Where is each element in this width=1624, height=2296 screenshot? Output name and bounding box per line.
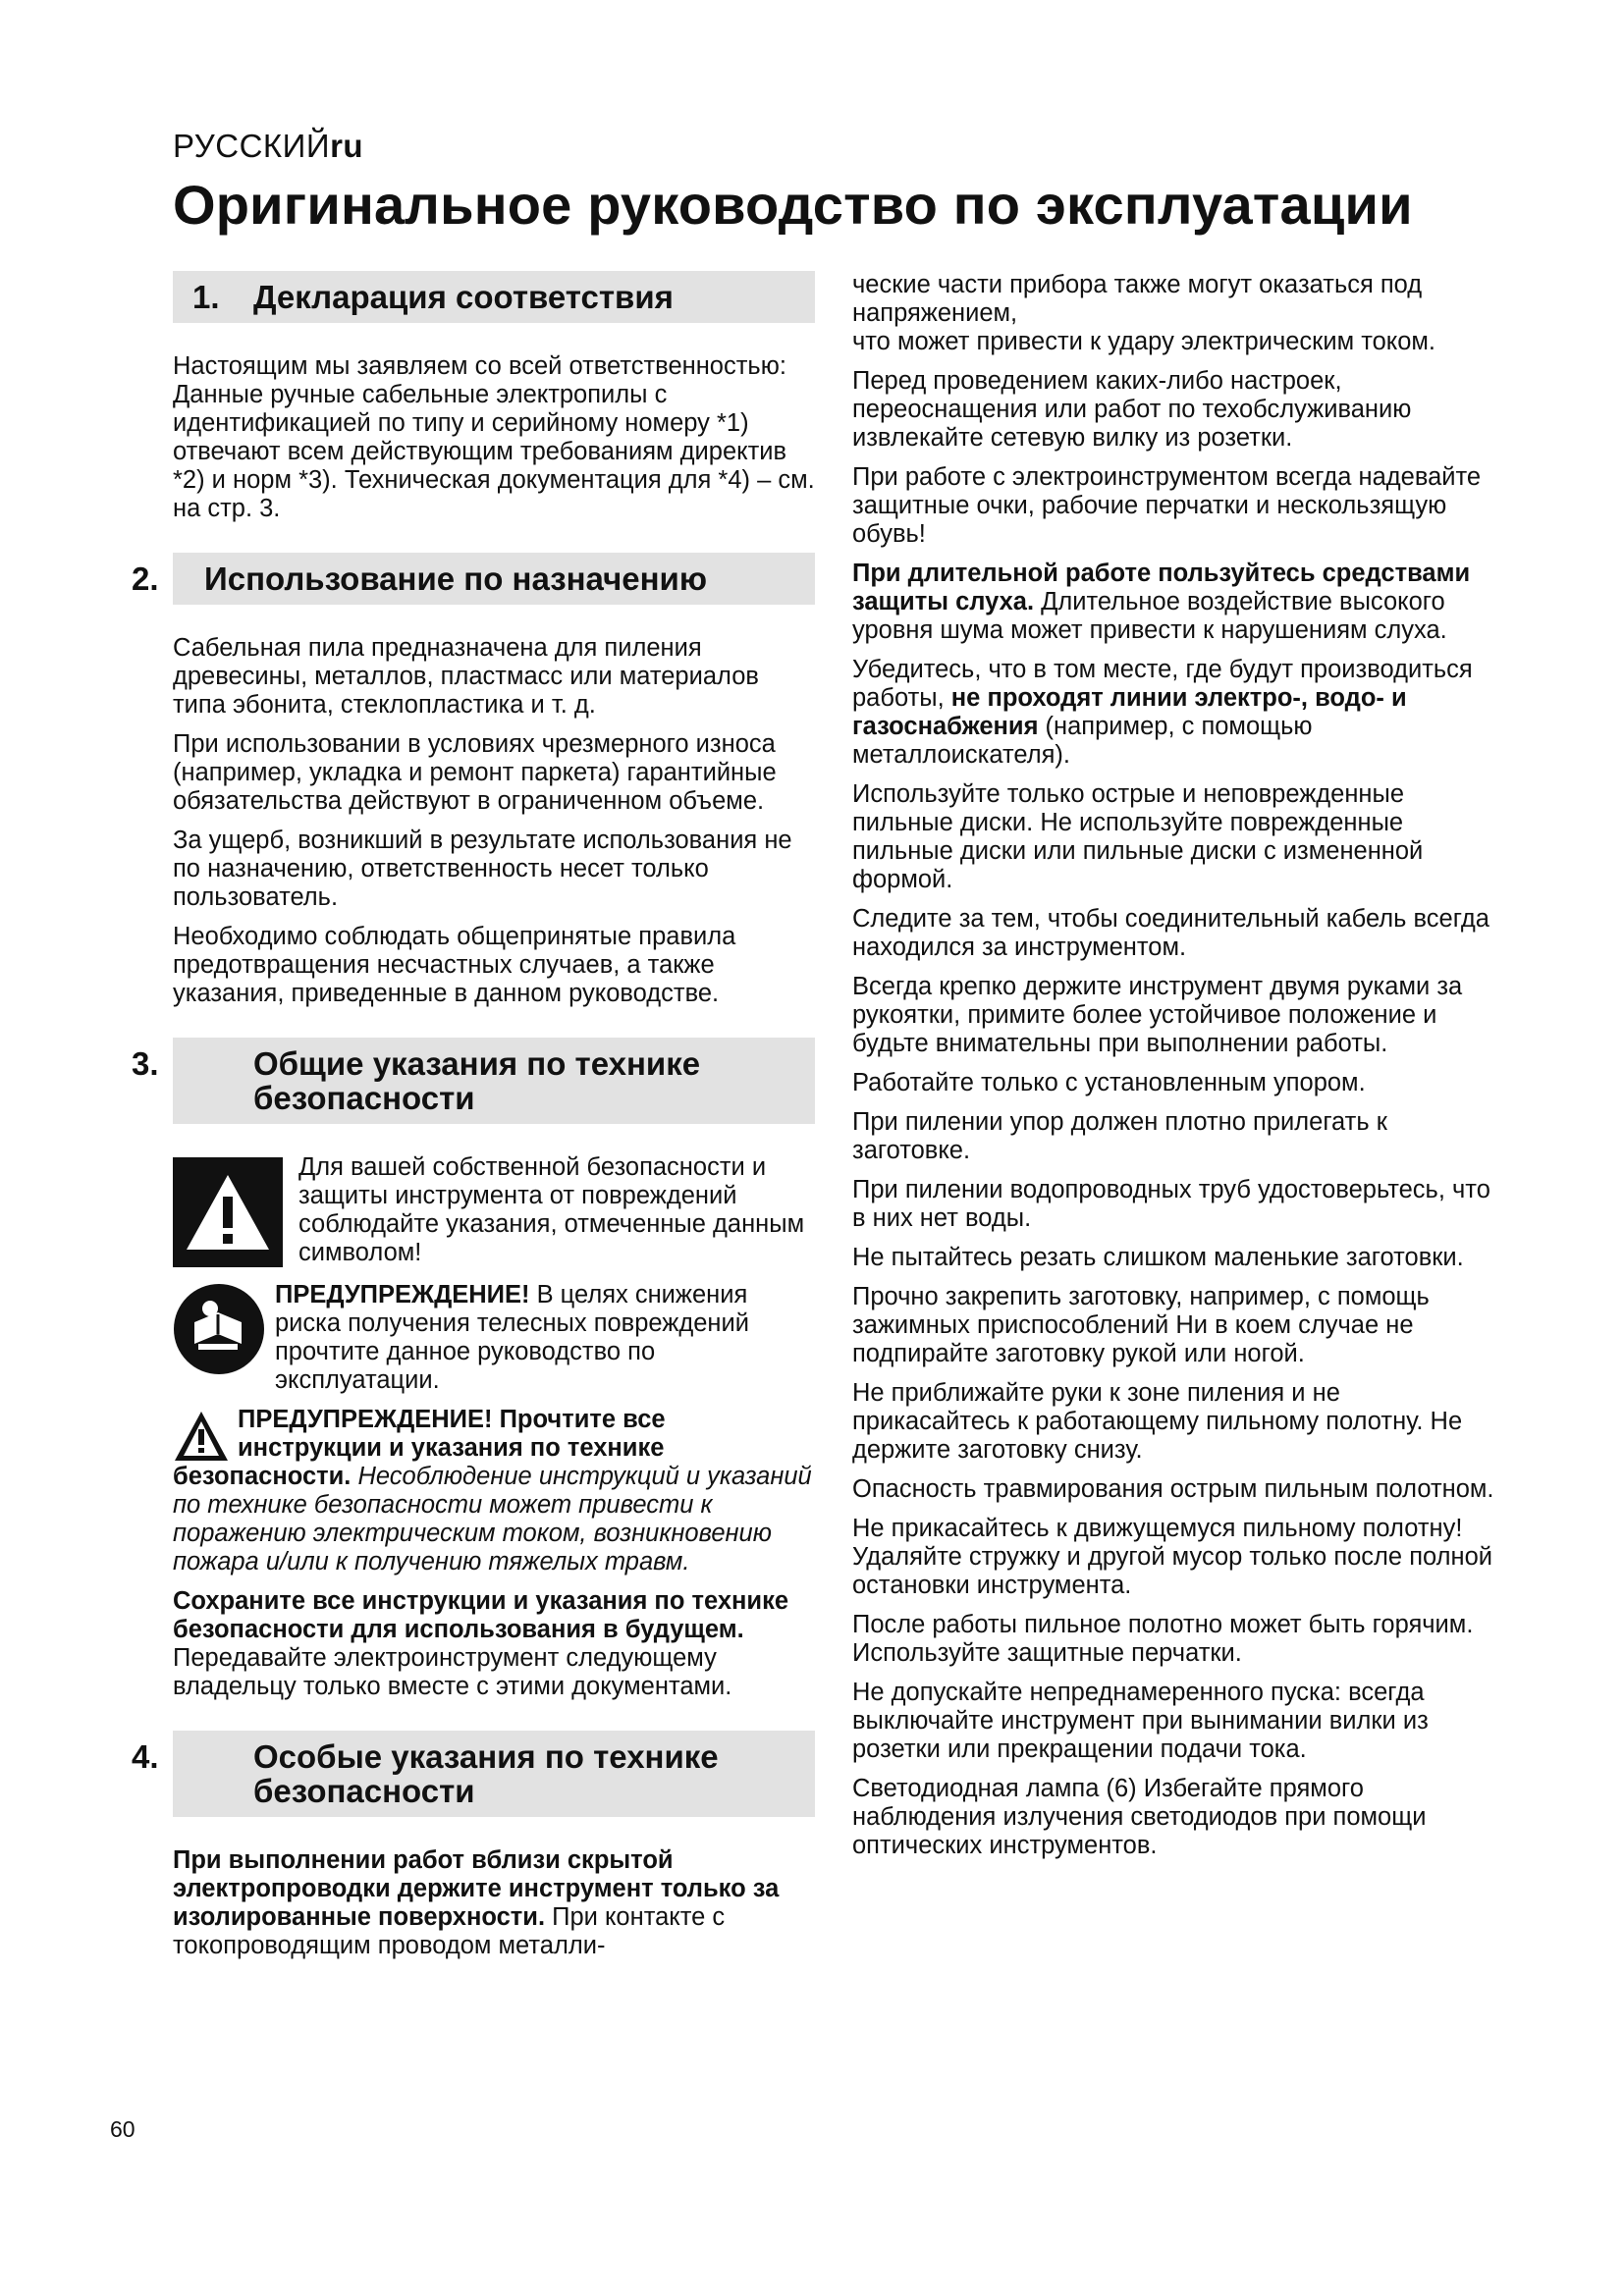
- right-p1: ческие части прибора также могут оказаться под напряжением,: [852, 271, 1423, 327]
- safety-symbol-text: Для вашей собственной безопасности и защиты инструмента от повреждений соблюдайте указания, отмеченные данным символом!: [298, 1153, 805, 1266]
- intended-use-p4: Необходимо соблюдать общепринятые правила предотвращения несчастных случаев, а также указания, приведенные в данном руководстве.: [173, 923, 736, 1007]
- right-p18: Не допускайте непреднамеренного пуска: всегда выключайте инструмент при вынимании вилки из розетки или прекращении подачи тока.: [852, 1679, 1429, 1763]
- right-p14: Не приближайте руки к зоне пиления и не прикасайтесь к работающему пильному полотну. Не держите заготовку снизу.: [852, 1379, 1463, 1464]
- right-p16b: Удаляйте стружку и другой мусор только после полной остановки инструмента.: [852, 1543, 1493, 1599]
- section-1-title: Декларация соответствия: [253, 279, 674, 315]
- hearing-protection-text: Длительное воздействие высокого уровня шума может привести к нарушениям слуха.: [852, 588, 1447, 644]
- language-name: РУССКИЙ: [173, 128, 331, 164]
- warning-bold-text: ПРЕДУПРЕЖДЕНИЕ! Прочтите все инструкции и указания по технике безопасности.: [173, 1406, 666, 1490]
- section-3-number: 3.: [132, 1045, 159, 1082]
- page-number: 60: [110, 2116, 135, 2142]
- left-column: [132, 271, 815, 1971]
- right-p2: Перед проведением каких-либо настроек, переоснащения или работ по техобслуживанию извлекайте сетевую вилку из розетки.: [852, 367, 1412, 452]
- right-p19: Светодиодная лампа (6) Избегайте прямого наблюдения излучения светодиодов при помощи оптических инструментов.: [852, 1775, 1427, 1859]
- section-4-number: 4.: [132, 1738, 159, 1775]
- declaration-text: Настоящим мы заявляем со всей ответственностью: Данные ручные сабельные электропилы с идентификацией по типу и серийному номеру *1) отвечают всем действующим требованиям директив *2) и норм *3). Техническая документация для *4) – см. на стр. 3.: [173, 352, 815, 522]
- section-2-heading: 2. Использование по назначению: [173, 553, 815, 605]
- right-p4: [852, 560, 1500, 645]
- section-4-title: Особые указания по технике безопасности: [253, 1738, 719, 1809]
- read-manual-icon: [173, 1283, 265, 1375]
- intended-use-p2: При использовании в условиях чрезмерного износа (например, укладка и ремонт паркета) гарантийные обязательства действуют в ограниченном объеме.: [173, 730, 777, 815]
- right-p1b: что может привести к удару электрическим током.: [852, 328, 1436, 355]
- right-p8: Всегда крепко держите инструмент двумя руками за рукоятки, примите более устойчивое положение и будьте внимательны при выполнении работы.: [852, 973, 1463, 1057]
- hearing-protection-bold: При длительной работе пользуйтесь средствами защиты слуха.: [852, 560, 1471, 615]
- safety-symbol-note: [173, 1153, 815, 1267]
- right-p10: При пилении упор должен плотно прилегать к заготовке.: [852, 1108, 1387, 1164]
- warning-label: ПРЕДУПРЕЖДЕНИЕ!: [275, 1281, 530, 1308]
- section-1-heading: [173, 271, 815, 323]
- page-title: Оригинальное руководство по эксплуатации: [173, 174, 1413, 236]
- utility-lines-text-a: Убедитесь, что в том месте, где будут производиться работы,: [852, 656, 1473, 712]
- language-label: [173, 128, 363, 165]
- section-4-heading: [132, 1731, 815, 1817]
- right-p16: Не прикасайтесь к движущемуся пильному полотну!: [852, 1515, 1463, 1542]
- hidden-wiring-bold: При выполнении работ вблизи скрытой электропроводки держите инструмент только за изолированные поверхности.: [173, 1846, 780, 1931]
- intended-use-p3: За ущерб, возникший в результате использования не по назначению, ответственность несет только пользователь.: [173, 827, 792, 911]
- right-column: [852, 271, 1500, 1871]
- right-p5: [852, 656, 1500, 770]
- hidden-wiring-warning: [173, 1846, 815, 1960]
- right-p15: Опасность травмирования острым пильным полотном.: [852, 1475, 1494, 1503]
- section-3-heading: [132, 1038, 815, 1124]
- warning-italic-text: Несоблюдение инструкций и указаний по технике безопасности может привести к поражению электрическим током, возникновению пожара и/или к получению тяжелых травм.: [173, 1463, 812, 1575]
- right-p13: Прочно закрепить заготовку, например, с помощь зажимных приспособлений Ни в коем случае не подпирайте заготовку рукой или ногой.: [852, 1283, 1430, 1367]
- warning-text: В целях снижения риска получения телесных повреждений прочтите данное руководство по эксплуатации.: [275, 1281, 749, 1394]
- utility-lines-text-b: (например, с помощью металлоискателя).: [852, 713, 1313, 769]
- section-1-number: 1.: [192, 279, 220, 315]
- right-p17: После работы пильное полотно может быть горячим. Используйте защитные перчатки.: [852, 1611, 1474, 1667]
- warning-read-manual: [173, 1281, 815, 1395]
- section-2-title: Использование по назначению: [204, 561, 707, 597]
- right-p12: Не пытайтесь резать слишком маленькие заготовки.: [852, 1244, 1464, 1271]
- right-p3: При работе с электроинструментом всегда надевайте защитные очки, рабочие перчатки и нескользящую обувь!: [852, 463, 1482, 548]
- warning-small-icon: [173, 1410, 230, 1463]
- language-code: ru: [330, 128, 364, 164]
- keep-instructions-text: Передавайте электроинструмент следующему владельцу только вместе с этими документами.: [173, 1644, 732, 1700]
- right-p7: Следите за тем, чтобы соединительный кабель всегда находился за инструментом.: [852, 905, 1489, 961]
- hidden-wiring-text: При контакте с токопроводящим проводом металли-: [173, 1903, 726, 1959]
- keep-instructions-bold: [173, 1587, 815, 1644]
- right-p6: Используйте только острые и неповрежденные пильные диски. Не используйте поврежденные пильные диски или пильные диски с измененной формой.: [852, 780, 1424, 893]
- intended-use-p1: Сабельная пила предназначена для пиления древесины, металлов, пластмасс или материалов типа эбонита, стеклопластика и т. д.: [173, 634, 759, 719]
- warning-read-all: [173, 1406, 815, 1576]
- warning-triangle-icon: [173, 1157, 283, 1267]
- keep-instructions-label: Сохраните все инструкции и указания по технике безопасности для использования в будущем.: [173, 1587, 789, 1643]
- right-p11: При пилении водопроводных труб удостоверьтесь, что в них нет воды.: [852, 1176, 1490, 1232]
- utility-lines-bold: не проходят линии электро-, водо- и газоснабжения: [852, 684, 1407, 740]
- right-p9: Работайте только с установленным упором.: [852, 1069, 1366, 1096]
- section-3-title: Общие указания по технике безопасности: [253, 1045, 701, 1116]
